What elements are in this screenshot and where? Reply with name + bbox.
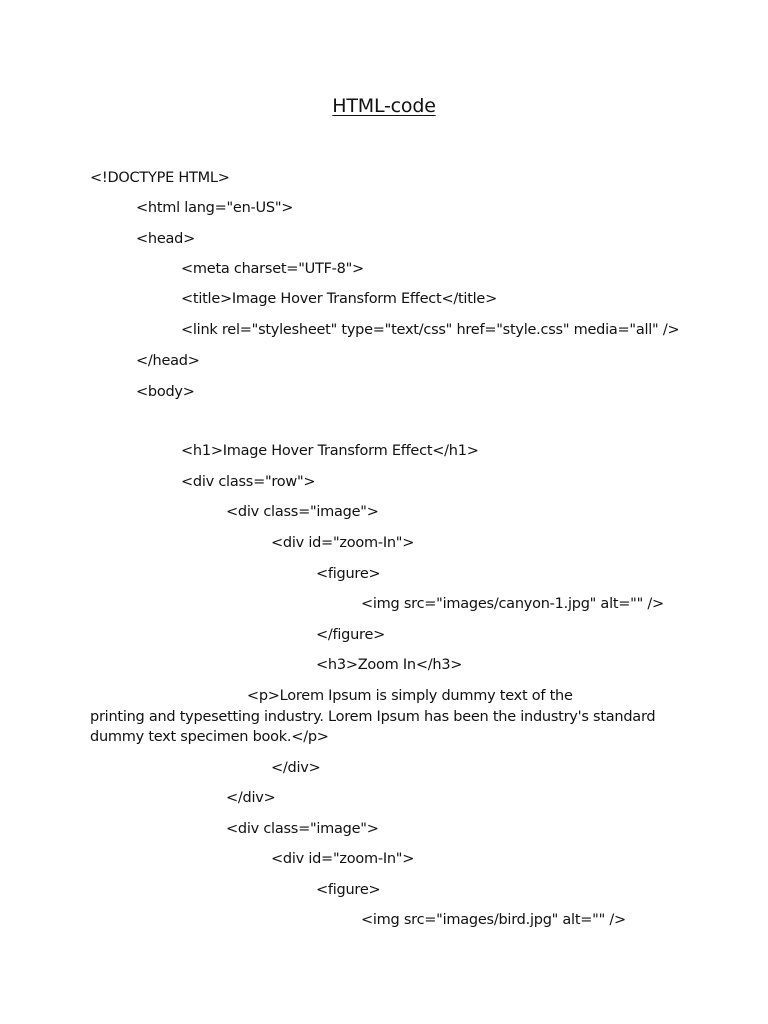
code-line: <meta charset="UTF-8"> — [181, 261, 364, 277]
code-line: <h3>Zoom In</h3> — [316, 657, 463, 673]
code-line: <div class="image"> — [226, 821, 379, 837]
code-line: <img src="images/canyon-1.jpg" alt="" /> — [361, 596, 664, 612]
code-line: <figure> — [316, 882, 381, 898]
code-line: <!DOCTYPE HTML> — [90, 170, 230, 186]
code-line: <h1>Image Hover Transform Effect</h1> — [181, 443, 479, 459]
code-line: <img src="images/bird.jpg" alt="" /> — [361, 912, 626, 928]
code-line: </figure> — [316, 627, 386, 643]
code-line: <head> — [136, 231, 195, 247]
code-line: </div> — [271, 760, 321, 776]
code-line: <div class="image"> — [226, 504, 379, 520]
code-line: <html lang="en-US"> — [136, 200, 294, 216]
code-line: <link rel="stylesheet" type="text/css" href="style.css" media="all" /> — [181, 322, 680, 338]
code-line: <title>Image Hover Transform Effect</title> — [181, 291, 497, 307]
document-title: HTML-code — [332, 95, 436, 117]
code-line: <div id="zoom-In"> — [271, 535, 415, 551]
code-line: </div> — [226, 790, 276, 806]
code-line: <body> — [136, 384, 195, 400]
code-line: <div class="row"> — [181, 474, 316, 490]
code-line: <figure> — [316, 566, 381, 582]
code-line: </head> — [136, 353, 200, 369]
code-line: <div id="zoom-In"> — [271, 851, 415, 867]
code-paragraph: <p>Lorem Ipsum is simply dummy text of the printing and typesetting industry. Lorem Ipsum has been the industry's standard dummy text specimen book.</p> — [90, 688, 656, 745]
